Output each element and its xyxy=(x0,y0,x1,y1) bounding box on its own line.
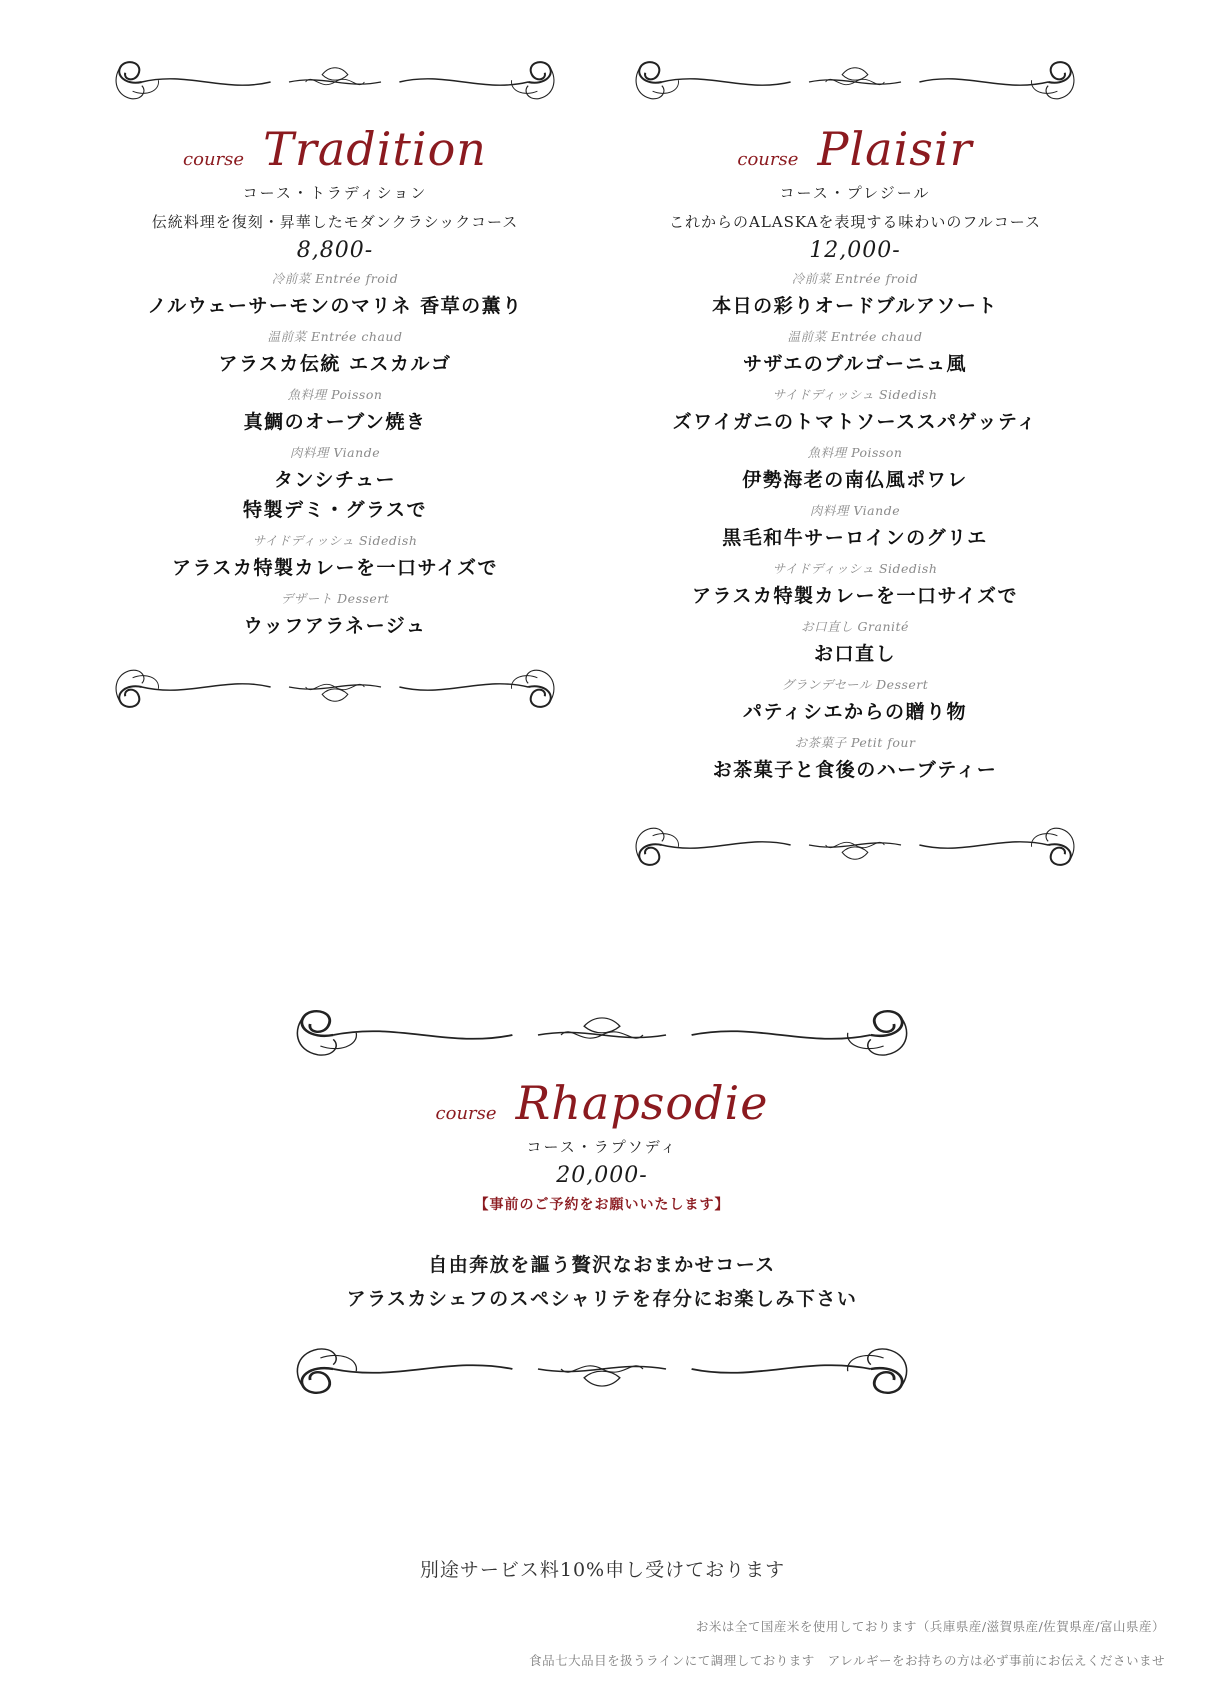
course-jp-name: コース・ラプソディ xyxy=(526,1138,678,1156)
menu-dish-line2: 特製デミ・グラスで xyxy=(243,499,427,521)
menu-category: 肉料理 Viande xyxy=(809,503,901,518)
course-title xyxy=(105,122,565,176)
menu-category: グランデセール Dessert xyxy=(781,677,929,692)
flourish-bottom-ornament xyxy=(105,657,565,717)
menu-category: お口直し Granité xyxy=(801,619,909,634)
rice-origin-note: お米は全て国産米を使用しております（兵庫県産/滋賀県産/佐賀県産/富山県産） xyxy=(695,1619,1165,1634)
course-label: course xyxy=(737,149,799,170)
course-name: Plaisir xyxy=(817,122,973,176)
description-line: 自由奔放を謳う贅沢なおまかせコース xyxy=(428,1254,776,1276)
course-description xyxy=(252,1248,952,1316)
menu-dish: 黒毛和牛サーロインのグリエ xyxy=(722,527,988,549)
menu-category: サイドディッシュ Sidedish xyxy=(252,533,418,548)
description-line: アラスカシェフのスペシャリテを存分にお楽しみ下さい xyxy=(346,1288,858,1310)
menu-category: 温前菜 Entrée chaud xyxy=(787,329,923,344)
menu-category: 温前菜 Entrée chaud xyxy=(267,329,403,344)
menu-category: 魚料理 Poisson xyxy=(287,387,383,402)
course-label: course xyxy=(183,149,245,170)
menu-dish: お茶菓子と食後のハーブティー xyxy=(712,759,998,781)
course-tradition xyxy=(105,52,565,717)
reservation-note: 【事前のご予約をお願いいたします】 xyxy=(474,1197,730,1213)
course-rhapsodie xyxy=(252,1002,952,1402)
flourish-bottom-ornament xyxy=(625,815,1085,875)
flourish-top-ornament xyxy=(105,52,565,112)
course-title xyxy=(625,122,1085,176)
menu-category: お茶菓子 Petit four xyxy=(794,735,916,750)
course-price: 12,000- xyxy=(809,238,901,263)
menu-category: 冷前菜 Entrée froid xyxy=(271,271,399,286)
menu-dish: アラスカ伝統 エスカルゴ xyxy=(218,353,452,375)
menu-dish: 伊勢海老の南仏風ポワレ xyxy=(742,469,968,491)
menu-dish: 真鯛のオーブン焼き xyxy=(243,411,427,433)
flourish-top-ornament xyxy=(282,1002,922,1068)
course-description: 伝統料理を復刻・昇華したモダンクラシックコース xyxy=(151,213,519,231)
menu-category: デザート Dessert xyxy=(280,591,390,606)
menu-dish: ズワイガニのトマトソーススパゲッティ xyxy=(672,411,1038,433)
menu-category: 肉料理 Viande xyxy=(289,445,381,460)
menu-dish: お口直し xyxy=(813,643,896,665)
allergy-note: 食品七大品目を扱うラインにて調理しております アレルギーをお持ちの方は必ず事前にお伝えくださいませ xyxy=(529,1653,1165,1668)
flourish-bottom-ornament xyxy=(282,1336,922,1402)
flourish-top-ornament xyxy=(625,52,1085,112)
menu-dish: ノルウェーサーモンのマリネ 香草の薫り xyxy=(147,295,523,317)
course-price: 20,000- xyxy=(556,1163,648,1188)
menu-category: サイドディッシュ Sidedish xyxy=(772,387,938,402)
course-jp-name: コース・トラディション xyxy=(242,184,428,202)
course-title xyxy=(252,1076,952,1130)
course-plaisir xyxy=(625,52,1085,875)
menu-category: 魚料理 Poisson xyxy=(807,445,903,460)
menu-dish: サザエのブルゴーニュ風 xyxy=(743,353,967,375)
course-description: これからのALASKAを表現する味わいのフルコース xyxy=(669,213,1041,231)
course-jp-name: コース・プレジール xyxy=(779,184,931,202)
course-price: 8,800- xyxy=(296,238,374,263)
menu-category: 冷前菜 Entrée froid xyxy=(791,271,919,286)
service-charge-note: 別途サービス料10%申し受けております xyxy=(419,1559,786,1581)
menu-dish: タンシチュー xyxy=(274,469,396,491)
menu-dish: アラスカ特製カレーを一口サイズで xyxy=(692,585,1018,607)
menu-dish: 本日の彩りオードブルアソート xyxy=(712,295,998,317)
menu-category: サイドディッシュ Sidedish xyxy=(772,561,938,576)
menu-dish: パティシエからの贈り物 xyxy=(743,701,967,723)
course-label: course xyxy=(435,1103,497,1124)
menu-dish: アラスカ特製カレーを一口サイズで xyxy=(172,557,498,579)
course-name: Tradition xyxy=(263,122,487,176)
course-name: Rhapsodie xyxy=(515,1076,769,1130)
menu-dish: ウッフアラネージュ xyxy=(243,615,427,637)
